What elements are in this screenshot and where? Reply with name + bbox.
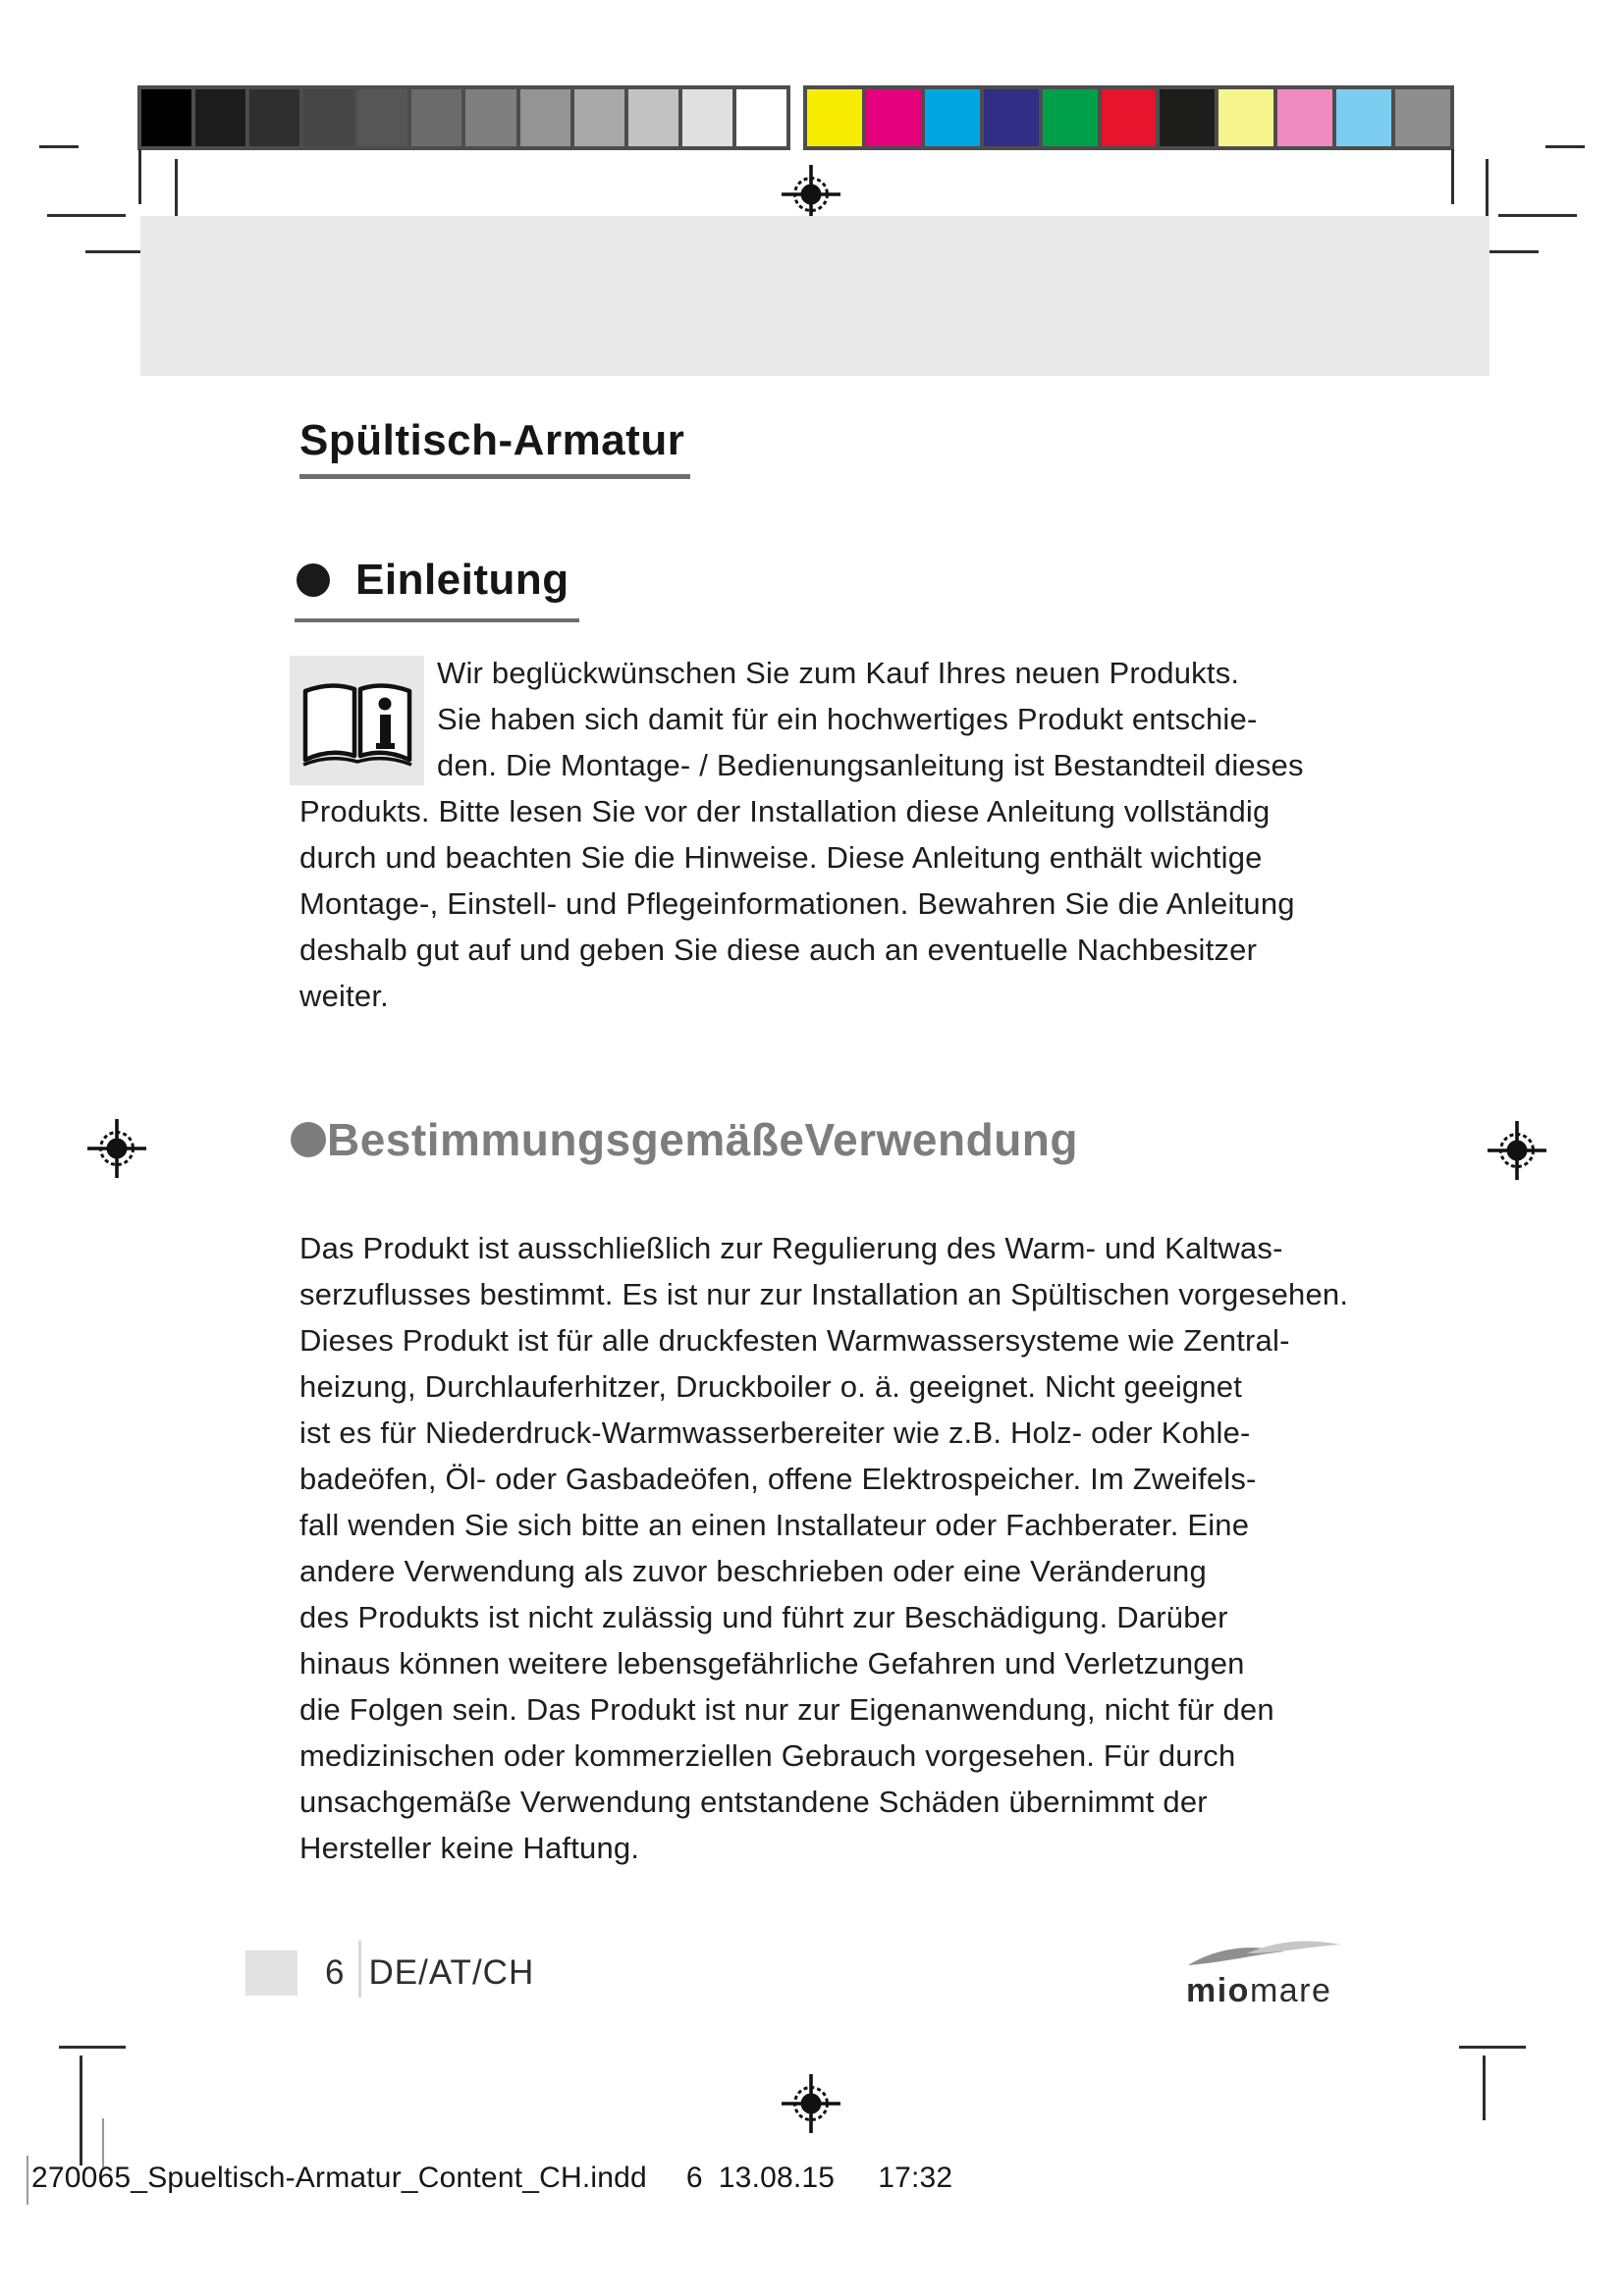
crosshair-registration-mark-icon <box>782 2074 840 2133</box>
print-info-line <box>31 2162 952 2195</box>
footer-gray-square <box>245 1950 298 1996</box>
crop-mark <box>80 2056 82 2165</box>
body-line: ist es für Niederdruck-Warmwasserbereiter wie z.B. Holz- oder Kohle- <box>299 1415 1251 1450</box>
body-line: hinaus können weitere lebensgefährliche Gefahren und Verletzungen <box>299 1646 1245 1681</box>
calibration-cell <box>1395 89 1450 146</box>
calibration-cell <box>1218 89 1273 146</box>
section-heading-label: Einleitung <box>355 556 569 604</box>
calibration-cell <box>465 89 515 146</box>
footer-page-ref <box>245 1949 534 1997</box>
calibration-cell <box>195 89 245 146</box>
body-line: fall wenden Sie sich bitte an einen Installateur oder Fachberater. Eine <box>299 1508 1250 1542</box>
crop-mark <box>1451 149 1454 204</box>
open-book-info-icon <box>298 669 416 773</box>
body-line: deshalb gut auf und geben Sie diese auch an eventuelle Nachbesitzer <box>299 933 1258 967</box>
intro-paragraph-indented <box>437 650 1304 788</box>
calibration-cell <box>303 89 353 146</box>
body-line: den. Die Montage- / Bedienungsanleitung ist Bestandteil dieses <box>437 748 1304 782</box>
calibration-cell <box>628 89 678 146</box>
body-line: die Folgen sein. Das Produkt ist nur zur Eigenanwendung, nicht für den <box>299 1692 1274 1727</box>
page-title: Spültisch-Armatur <box>299 416 690 479</box>
body-line: Das Produkt ist ausschließlich zur Regulierung des Warm- und Kaltwas- <box>299 1231 1283 1265</box>
crosshair-registration-mark-icon <box>1488 1121 1546 1180</box>
body-line: Sie haben sich damit für ein hochwertiges Produkt entschie- <box>437 702 1258 736</box>
body-line: Hersteller keine Haftung. <box>299 1831 640 1865</box>
calibration-cell <box>736 89 786 146</box>
body-line: Dieses Produkt ist für alle druckfesten Warmwassersysteme wie Zentral- <box>299 1323 1290 1358</box>
calibration-cell <box>411 89 461 146</box>
intro-paragraph-full <box>299 788 1295 1019</box>
calibration-cell <box>925 89 980 146</box>
calibration-cell <box>574 89 624 146</box>
section-heading-label: BestimmungsgemäßeVerwendung <box>327 1114 1078 1165</box>
print-page-number: 6 <box>685 2162 703 2194</box>
body-line: Produkts. Bitte lesen Sie vor der Installation diese Anleitung vollständig <box>299 794 1271 828</box>
calibration-cell <box>1160 89 1215 146</box>
calibration-cell <box>807 89 862 146</box>
calibration-cell <box>1102 89 1157 146</box>
calibration-cell <box>984 89 1039 146</box>
header-band <box>140 216 1489 376</box>
body-line: des Produkts ist nicht zulässig und führt zur Beschädigung. Darüber <box>299 1600 1228 1634</box>
calibration-bar-colors <box>803 85 1454 150</box>
body-line: heizung, Durchlauferhitzer, Druckboiler o. ä. geeignet. Nicht geeignet <box>299 1369 1243 1404</box>
miomare-wave-icon <box>1186 1932 1343 1969</box>
region-label: DE/AT/CH <box>368 1953 535 1992</box>
body-line: Wir beglückwünschen Sie zum Kauf Ihres neuen Produkts. <box>437 656 1240 690</box>
section-heading-verwendung <box>291 1113 1078 1166</box>
crosshair-registration-mark-icon <box>87 1119 146 1178</box>
calibration-cell <box>1277 89 1332 146</box>
brand-wordmark-light: mare <box>1249 1972 1332 2009</box>
crop-mark <box>27 2156 28 2205</box>
info-icon-box <box>290 656 424 785</box>
calibration-cell <box>1336 89 1391 146</box>
calibration-cell <box>520 89 570 146</box>
crop-mark <box>138 149 141 204</box>
body-line: unsachgemäße Verwendung entstandene Schäden übernimmt der <box>299 1785 1208 1819</box>
crop-mark <box>1545 145 1585 148</box>
bullet-icon <box>291 1122 326 1157</box>
print-file-name: 270065_Spueltisch-Armatur_Content_CH.indd <box>31 2162 647 2194</box>
calibration-cell <box>1043 89 1098 146</box>
crop-mark <box>59 2046 126 2049</box>
crop-mark <box>102 2118 104 2167</box>
calibration-cell <box>682 89 732 146</box>
brand-wordmark-bold: mio <box>1186 1972 1250 2009</box>
crop-mark <box>1498 214 1577 217</box>
crop-mark <box>39 145 79 148</box>
body-line: durch und beachten Sie die Hinweise. Diese Anleitung enthält wichtige <box>299 840 1263 875</box>
body-line: weiter. <box>299 979 389 1013</box>
crop-mark <box>1459 2046 1526 2049</box>
body-line: serzuflusses bestimmt. Es ist nur zur Installation an Spültischen vorgesehen. <box>299 1277 1349 1311</box>
calibration-cell <box>141 89 191 146</box>
calibration-cell <box>249 89 299 146</box>
crop-mark <box>47 214 126 217</box>
body-line: andere Verwendung als zuvor beschrieben oder eine Veränderung <box>299 1554 1207 1588</box>
brand-wordmark <box>1186 1972 1353 2010</box>
page-number: 6 <box>325 1953 346 1992</box>
body-line: Montage-, Einstell- und Pflegeinformationen. Bewahren Sie die Anleitung <box>299 886 1295 921</box>
calibration-bar-grayscale <box>137 85 790 150</box>
usage-paragraph <box>299 1225 1348 1871</box>
print-date: 13.08.15 <box>718 2162 836 2194</box>
calibration-cell <box>866 89 921 146</box>
body-line: medizinischen oder kommerziellen Gebrauch vorgesehen. Für durch <box>299 1738 1236 1773</box>
print-time: 17:32 <box>878 2162 953 2194</box>
crosshair-registration-mark-icon <box>782 165 840 224</box>
crop-mark <box>1483 2056 1486 2120</box>
bullet-icon <box>297 563 330 597</box>
body-line: badeöfen, Öl- oder Gasbadeöfen, offene Elektrospeicher. Im Zweifels- <box>299 1462 1257 1496</box>
calibration-cell <box>357 89 407 146</box>
section-heading-einleitung <box>295 556 579 622</box>
brand-logo <box>1186 1932 1353 2010</box>
